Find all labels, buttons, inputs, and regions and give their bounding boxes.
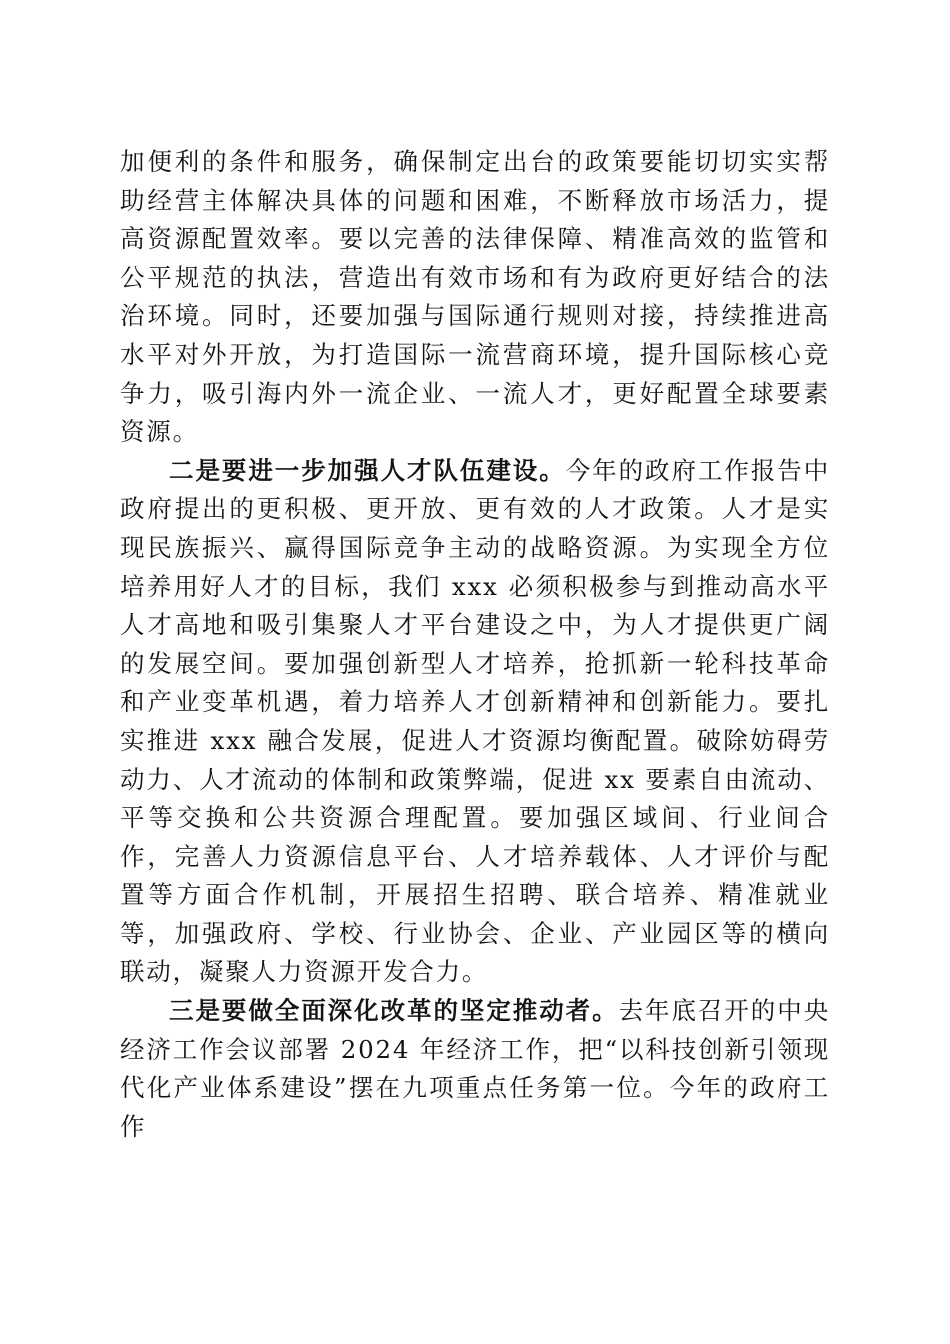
paragraph-talent-team bbox=[120, 452, 830, 992]
paragraph-text: 今年的政府工作报告中政府提出的更积极、更开放、更有效的人才政策。人才是实现民族振兴、赢得国际竞争主动的战略资源。为实现全方位培养用好人才的目标，我们 xxx 必须积极参与到推动高水平人才高地和吸引集聚人才平台建设之中，为人才提供更广阔的发展空间。要加强创新型人才培养，抢抓新一轮科技革命和产业变革机遇，着力培养人才创新精神和创新能力。要扎实推进 xxx 融合发展，促进人才资源均衡配置。破除妨碍劳动力、人才流动的体制和政策弊端，促进 xx 要素自由流动、平等交换和公共资源合理配置。要加强区域间、行业间合作，完善人力资源信息平台、人才培养载体、人才评价与配置等方面合作机制，开展招生招聘、联合培养、精准就业等，加强政府、学校、行业协会、企业、产业园区等的横向联动，凝聚人力资源开发合力。 bbox=[120, 455, 830, 987]
document-body bbox=[120, 143, 830, 1146]
paragraph-text: 去年底召开的中央经济工作会议部署 2024 年经济工作，把“以科技创新引领现代化产业体系建设”摆在九项重点任务第一位。今年的政府工作 bbox=[120, 996, 830, 1141]
paragraph-deepen-reform bbox=[120, 992, 830, 1146]
paragraph-lead: 二是要进一步加强人才队伍建设。 bbox=[169, 455, 566, 485]
paragraph-lead: 三是要做全面深化改革的坚定推动者。 bbox=[169, 996, 619, 1026]
paragraph-continuation bbox=[120, 143, 830, 452]
paragraph-text: 加便利的条件和服务，确保制定出台的政策要能切切实实帮助经营主体解决具体的问题和困难，不断释放市场活力，提高资源配置效率。要以完善的法律保障、精准高效的监管和公平规范的执法，营造出有效市场和有为政府更好结合的法治环境。同时，还要加强与国际通行规则对接，持续推进高水平对外开放，为打造国际一流营商环境，提升国际核心竞争力，吸引海内外一流企业、一流人才，更好配置全球要素资源。 bbox=[120, 147, 830, 447]
